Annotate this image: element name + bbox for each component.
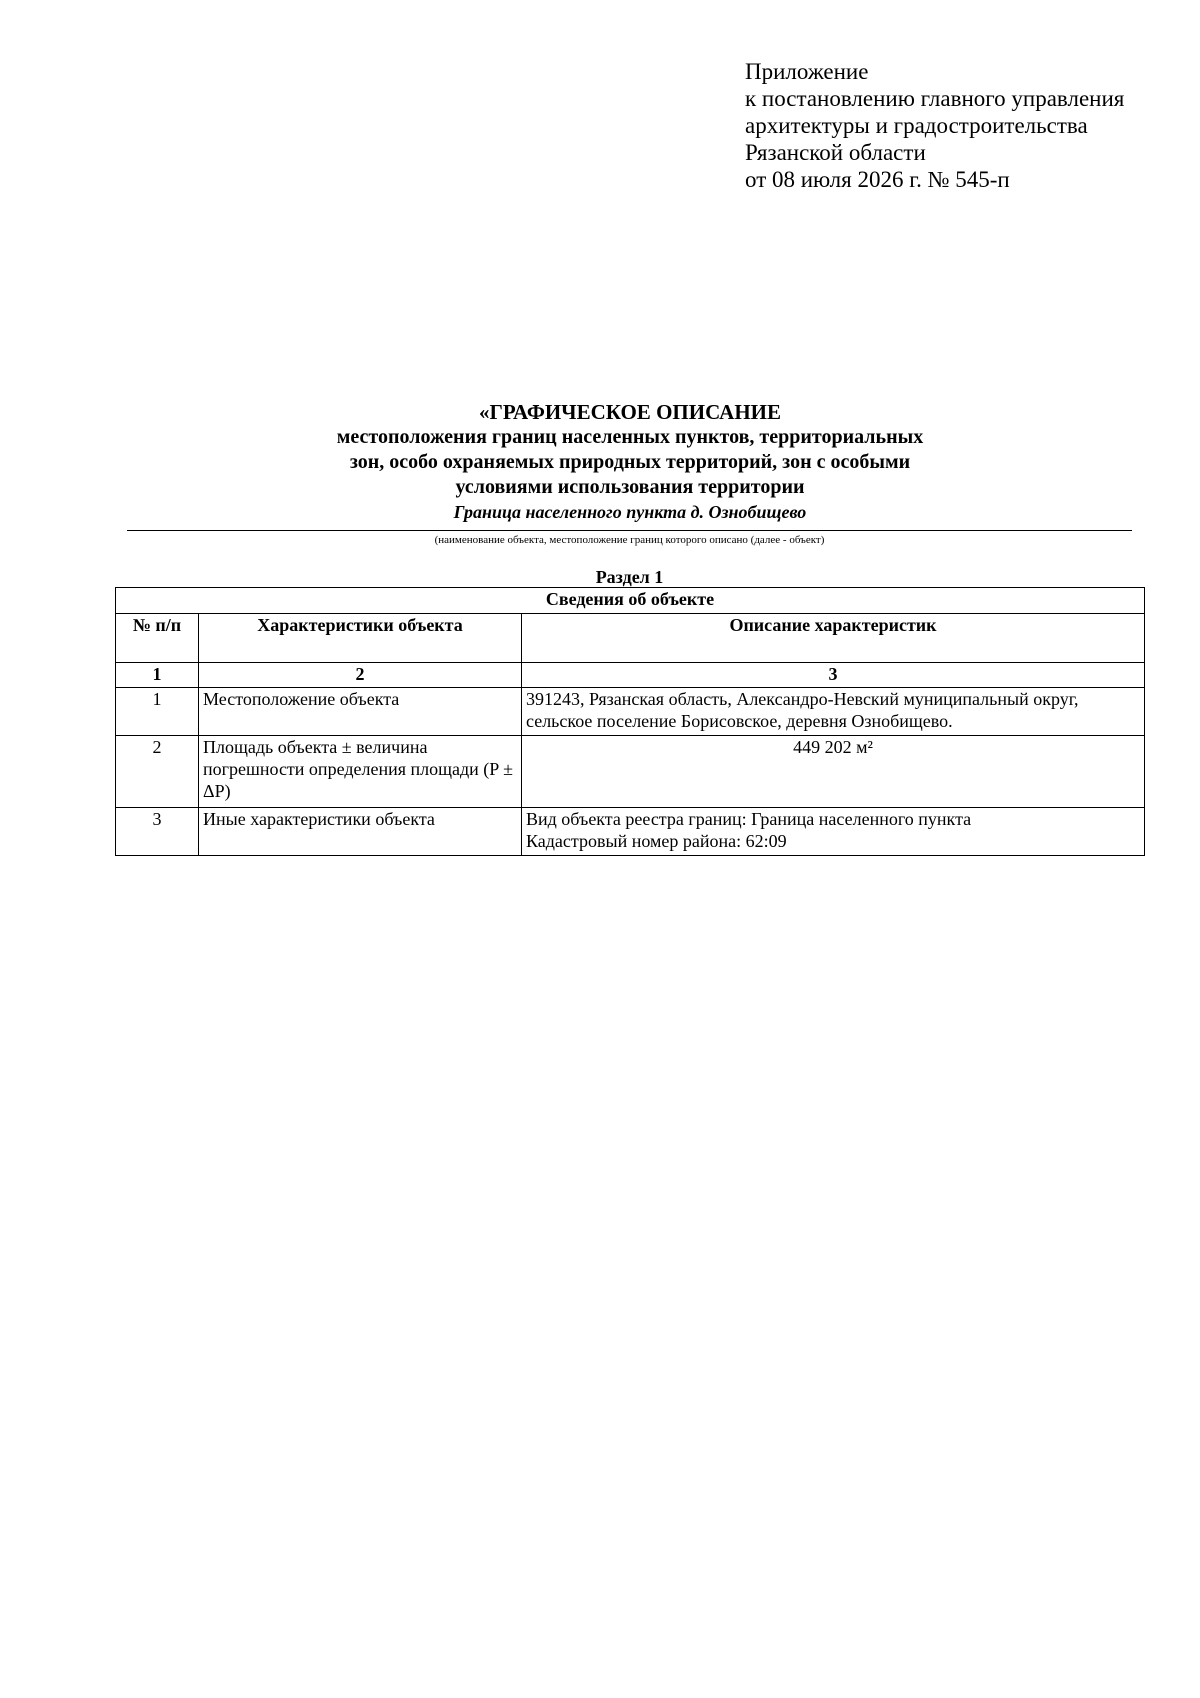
row-description	[522, 808, 1145, 856]
table-row	[116, 808, 1145, 856]
table-row	[116, 736, 1145, 808]
column-number-row	[116, 663, 1145, 688]
section-title: Раздел 1	[595, 567, 664, 587]
appendix-line: Рязанской области	[745, 140, 926, 165]
appendix-header	[745, 58, 1124, 193]
table-caption-row	[116, 588, 1145, 614]
description-line: Вид объекта реестра границ: Граница населенного пункта	[526, 809, 972, 829]
title-line: зон, особо охраняемых природных территорий, зон с особыми	[349, 451, 911, 473]
appendix-line: к постановлению главного управления	[745, 86, 1125, 111]
object-info-table	[115, 587, 1145, 856]
column-number: 2	[199, 663, 522, 688]
object-caption: (наименование объекта, местоположение границ которого описано (далее - объект)	[434, 534, 825, 546]
row-characteristic: Площадь объекта ± величина погрешности определения площади (P ± ΔP)	[199, 736, 522, 808]
row-characteristic: Местоположение объекта	[199, 688, 522, 736]
table-caption: Сведения об объекте	[116, 588, 1145, 614]
header-num-label: № п/п	[132, 615, 182, 635]
title-line: условиями использования территории	[455, 476, 805, 498]
table-header-row	[116, 614, 1145, 663]
description-line: Кадастровый номер района: 62:09	[526, 831, 787, 851]
document-title	[130, 400, 1130, 524]
header-num	[116, 614, 199, 663]
appendix-line: архитектуры и градостроительства	[745, 113, 1088, 138]
column-number: 3	[522, 663, 1145, 688]
object-name: Граница населенного пункта д. Ознобищево	[453, 502, 807, 522]
row-characteristic: Иные характеристики объекта	[199, 808, 522, 856]
column-number: 1	[116, 663, 199, 688]
row-number: 2	[116, 736, 199, 808]
title-line: местоположения границ населенных пунктов, территориальных	[336, 426, 924, 448]
title-line: «ГРАФИЧЕСКОЕ ОПИСАНИЕ	[478, 400, 782, 424]
header-description: Описание характеристик	[522, 614, 1145, 663]
header-characteristic: Характеристики объекта	[199, 614, 522, 663]
row-number: 1	[116, 688, 199, 736]
table-row	[116, 688, 1145, 736]
row-number: 3	[116, 808, 199, 856]
row-description: 391243, Рязанская область, Александро-Невский муниципальный округ, сельское поселение Борисовское, деревня Ознобищево.	[522, 688, 1145, 736]
underline-rule	[127, 530, 1132, 531]
appendix-date-line: от 08 июля 2026 г. № 545-п	[745, 167, 1010, 192]
row-description: 449 202 м²	[522, 736, 1145, 808]
appendix-line: Приложение	[745, 59, 869, 84]
